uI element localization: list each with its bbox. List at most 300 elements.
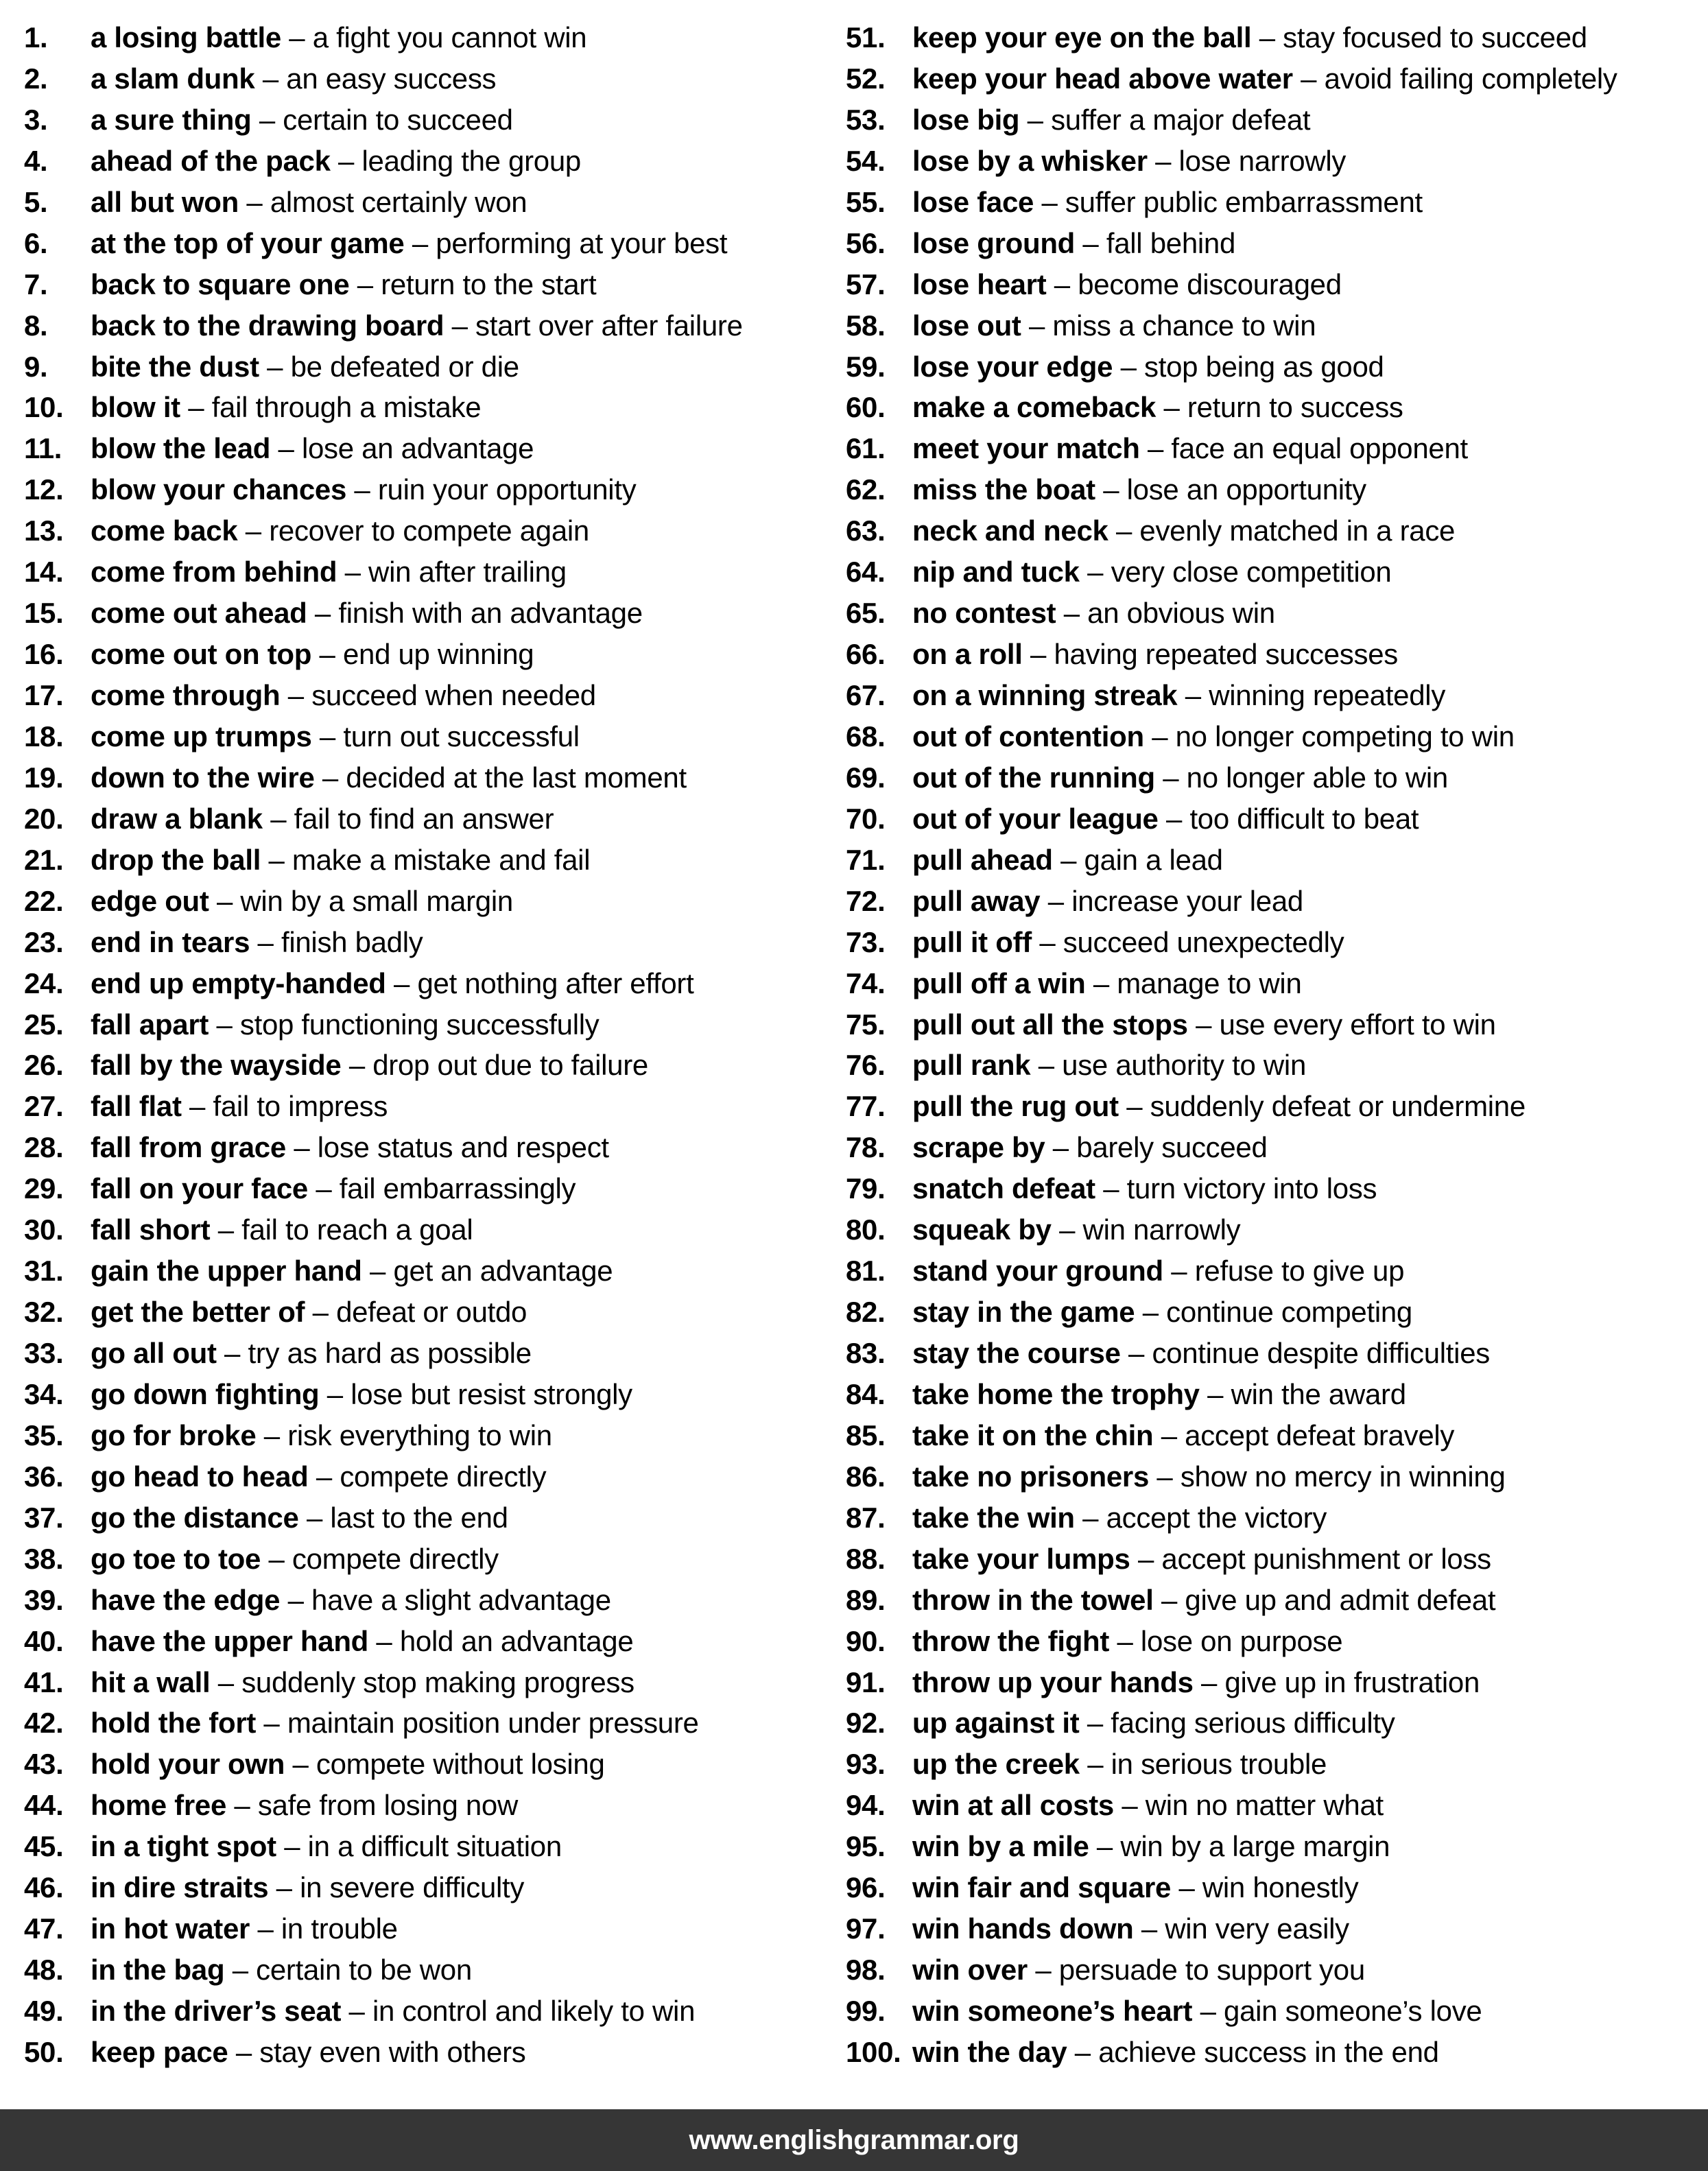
- separator-dash: –: [262, 62, 278, 95]
- idiom-term: end up empty-handed: [91, 966, 386, 999]
- item-number: 23.: [24, 925, 64, 958]
- item-number: 21.: [24, 843, 64, 876]
- item-number: 47.: [24, 1912, 64, 1945]
- idiom-list-item: [846, 1785, 1708, 1826]
- item-number: 87.: [846, 1501, 886, 1534]
- item-number: 45.: [24, 1830, 64, 1863]
- separator-dash: –: [1060, 843, 1077, 876]
- separator-dash: –: [1054, 268, 1070, 300]
- item-number: 22.: [24, 884, 64, 917]
- item-number: 100.: [846, 2035, 901, 2068]
- idiom-list-item: [846, 840, 1708, 881]
- idiom-term: lose your edge: [912, 350, 1113, 383]
- item-number: 8.: [24, 309, 48, 342]
- separator-dash: –: [348, 1995, 365, 2027]
- separator-dash: –: [1120, 350, 1137, 383]
- idiom-term: squeak by: [912, 1213, 1052, 1246]
- idiom-list-item: [24, 510, 833, 551]
- idiom-term: have the upper hand: [91, 1624, 369, 1657]
- idiom-term: win fair and square: [912, 1871, 1172, 1904]
- separator-dash: –: [1161, 1583, 1178, 1616]
- separator-dash: –: [1207, 1377, 1224, 1410]
- idiom-term: win someone’s heart: [912, 1995, 1193, 2027]
- idiom-definition: stop functioning successfully: [239, 1008, 600, 1041]
- item-number: 69.: [846, 761, 886, 794]
- idiom-term: lose big: [912, 103, 1020, 136]
- idiom-term: back to square one: [91, 268, 350, 300]
- idiom-term: win at all costs: [912, 1789, 1114, 1822]
- idiom-term: take the win: [912, 1501, 1075, 1534]
- separator-dash: –: [1039, 925, 1056, 958]
- idiom-term: fall on your face: [91, 1172, 308, 1205]
- separator-dash: –: [294, 1131, 310, 1164]
- idiom-term: blow it: [91, 391, 180, 424]
- idiom-definition: almost certainly won: [270, 185, 527, 218]
- item-number: 67.: [846, 679, 886, 711]
- idiom-term: back to the drawing board: [91, 309, 444, 342]
- item-number: 2.: [24, 62, 48, 95]
- idiom-list-item: [24, 99, 833, 141]
- idiom-definition: performing at your best: [436, 226, 728, 259]
- idiom-list-item: [846, 1826, 1708, 1867]
- idiom-list-item: [24, 798, 833, 840]
- idiom-term: in the driver’s seat: [91, 1995, 342, 2027]
- separator-dash: –: [1052, 1131, 1069, 1164]
- item-number: 91.: [846, 1665, 886, 1698]
- idiom-term: pull it off: [912, 925, 1032, 958]
- idiom-term: in dire straits: [91, 1871, 269, 1904]
- idiom-definition: in serious trouble: [1111, 1748, 1327, 1781]
- idiom-definition: an easy success: [286, 62, 497, 95]
- idiom-list-item: [846, 264, 1708, 305]
- idiom-list-item: [846, 593, 1708, 634]
- idiom-term: a slam dunk: [91, 62, 255, 95]
- idiom-definition: refuse to give up: [1194, 1255, 1405, 1288]
- idiom-term: come from behind: [91, 556, 337, 589]
- idiom-term: no contest: [912, 597, 1056, 630]
- item-number: 96.: [846, 1871, 886, 1904]
- separator-dash: –: [268, 843, 285, 876]
- item-number: 82.: [846, 1296, 886, 1329]
- idiom-definition: evenly matched in a race: [1139, 514, 1456, 547]
- separator-dash: –: [1141, 1912, 1157, 1945]
- idiom-list-item: [846, 2032, 1708, 2073]
- idiom-term: down to the wire: [91, 761, 315, 794]
- separator-dash: –: [1117, 1624, 1133, 1657]
- separator-dash: –: [314, 597, 331, 630]
- separator-dash: –: [316, 1172, 332, 1205]
- item-number: 89.: [846, 1583, 886, 1616]
- idiom-list-item: [24, 1497, 833, 1539]
- idiom-definition: in control and likely to win: [372, 1995, 696, 2027]
- idiom-definition: lose an advantage: [301, 432, 534, 465]
- separator-dash: –: [322, 761, 338, 794]
- idiom-definition: lose but resist strongly: [351, 1377, 632, 1410]
- idiom-list-item: [24, 716, 833, 757]
- idiom-definition: miss a chance to win: [1052, 309, 1316, 342]
- idiom-term: pull the rug out: [912, 1090, 1119, 1123]
- item-number: 52.: [846, 62, 886, 95]
- separator-dash: –: [338, 144, 355, 177]
- item-number: 18.: [24, 720, 64, 752]
- idiom-term: take home the trophy: [912, 1377, 1200, 1410]
- idiom-list-item: [846, 346, 1708, 388]
- separator-dash: –: [1059, 1213, 1076, 1246]
- idiom-list-item: [24, 1456, 833, 1497]
- idiom-definition: turn out successful: [343, 720, 580, 752]
- separator-dash: –: [1103, 473, 1119, 506]
- item-number: 79.: [846, 1172, 886, 1205]
- idiom-definition: winning repeatedly: [1209, 679, 1446, 711]
- idiom-term: make a comeback: [912, 391, 1157, 424]
- idiom-term: bite the dust: [91, 350, 259, 383]
- separator-dash: –: [289, 21, 305, 54]
- item-number: 71.: [846, 843, 886, 876]
- idiom-list-item: [846, 922, 1708, 963]
- separator-dash: –: [1087, 556, 1104, 589]
- item-number: 11.: [24, 432, 62, 465]
- item-number: 26.: [24, 1049, 64, 1082]
- item-number: 72.: [846, 884, 886, 917]
- idiom-term: up the creek: [912, 1748, 1080, 1781]
- idiom-term: fall from grace: [91, 1131, 286, 1164]
- idiom-list-item: [846, 963, 1708, 1004]
- idiom-definition: gain someone’s love: [1224, 1995, 1482, 2027]
- separator-dash: –: [257, 1912, 274, 1945]
- idiom-term: lose by a whisker: [912, 144, 1148, 177]
- item-number: 28.: [24, 1131, 64, 1164]
- item-number: 48.: [24, 1954, 64, 1986]
- idiom-list-item: [24, 1086, 833, 1127]
- item-number: 36.: [24, 1460, 64, 1493]
- separator-dash: –: [1030, 638, 1047, 671]
- idiom-definition: finish badly: [281, 925, 423, 958]
- idiom-term: go the distance: [91, 1501, 299, 1534]
- idiom-term: all but won: [91, 185, 239, 218]
- separator-dash: –: [257, 925, 274, 958]
- idiom-term: have the edge: [91, 1583, 281, 1616]
- idiom-definition: avoid failing completely: [1324, 62, 1617, 95]
- idiom-list-item: [24, 2032, 833, 2073]
- item-number: 49.: [24, 1995, 64, 2027]
- idiom-list-item: [24, 1744, 833, 1785]
- separator-dash: –: [1196, 1008, 1212, 1041]
- separator-dash: –: [394, 966, 410, 999]
- idiom-definition: leading the group: [361, 144, 581, 177]
- idiom-list-item: [846, 1086, 1708, 1127]
- item-number: 42.: [24, 1707, 64, 1740]
- idiom-definition: turn victory into loss: [1126, 1172, 1377, 1205]
- idiom-definition: continue competing: [1166, 1296, 1412, 1329]
- separator-dash: –: [292, 1748, 309, 1781]
- item-number: 98.: [846, 1954, 886, 1986]
- idiom-term: blow the lead: [91, 432, 271, 465]
- separator-dash: –: [1087, 1748, 1104, 1781]
- idiom-term: on a winning streak: [912, 679, 1178, 711]
- item-number: 29.: [24, 1172, 64, 1205]
- item-number: 37.: [24, 1501, 64, 1534]
- idiom-definition: certain to be won: [256, 1954, 472, 1986]
- idiom-definition: fall behind: [1106, 226, 1236, 259]
- idiom-list-item: [24, 1580, 833, 1621]
- idiom-list-item: [24, 387, 833, 428]
- idiom-list-item: [24, 58, 833, 99]
- item-number: 77.: [846, 1090, 886, 1123]
- item-number: 43.: [24, 1748, 64, 1781]
- idiom-term: come through: [91, 679, 281, 711]
- separator-dash: –: [412, 226, 428, 259]
- item-number: 13.: [24, 514, 64, 547]
- idiom-term: keep your head above water: [912, 62, 1293, 95]
- idiom-term: out of the running: [912, 761, 1155, 794]
- idiom-list-item: [24, 675, 833, 716]
- idiom-definition: drop out due to failure: [372, 1049, 648, 1082]
- idiom-list-item: [846, 1004, 1708, 1045]
- idiom-term: lose ground: [912, 226, 1076, 259]
- idiom-term: ahead of the pack: [91, 144, 331, 177]
- idiom-list-item: [846, 716, 1708, 757]
- idiom-term: at the top of your game: [91, 226, 405, 259]
- idiom-term: stand your ground: [912, 1255, 1163, 1288]
- idiom-term: go toe to toe: [91, 1542, 261, 1575]
- idiom-definition: in severe difficulty: [300, 1871, 525, 1904]
- separator-dash: –: [1163, 761, 1179, 794]
- idiom-definition: very close competition: [1111, 556, 1392, 589]
- idiom-term: hold the fort: [91, 1707, 257, 1740]
- item-number: 60.: [846, 391, 886, 424]
- idiom-list-item: [846, 1621, 1708, 1662]
- separator-dash: –: [1027, 103, 1043, 136]
- separator-dash: –: [319, 720, 335, 752]
- item-number: 39.: [24, 1583, 64, 1616]
- idiom-list-item: [24, 1949, 833, 1991]
- item-number: 74.: [846, 966, 886, 999]
- separator-dash: –: [1147, 432, 1164, 465]
- idiom-definition: become discouraged: [1078, 268, 1342, 300]
- idiom-definition: manage to win: [1117, 966, 1302, 999]
- idiom-term: come out on top: [91, 638, 312, 671]
- item-number: 99.: [846, 1995, 886, 2027]
- idiom-term: lose heart: [912, 268, 1047, 300]
- idiom-term: pull out all the stops: [912, 1008, 1188, 1041]
- idiom-term: drop the ball: [91, 843, 261, 876]
- separator-dash: –: [263, 1419, 280, 1451]
- idiom-list-item: [846, 1908, 1708, 1949]
- idiom-definition: too difficult to beat: [1189, 802, 1419, 835]
- idiom-term: in the bag: [91, 1954, 225, 1986]
- item-number: 51.: [846, 21, 886, 54]
- idiom-definition: succeed unexpectedly: [1063, 925, 1344, 958]
- item-number: 63.: [846, 514, 886, 547]
- item-number: 6.: [24, 226, 48, 259]
- idiom-term: out of your league: [912, 802, 1159, 835]
- item-number: 76.: [846, 1049, 886, 1082]
- idiom-definition: give up and admit defeat: [1185, 1583, 1496, 1616]
- idiom-term: take your lumps: [912, 1542, 1130, 1575]
- item-number: 38.: [24, 1542, 64, 1575]
- item-number: 70.: [846, 802, 886, 835]
- item-number: 83.: [846, 1337, 886, 1369]
- item-number: 80.: [846, 1213, 886, 1246]
- idiom-definition: suddenly stop making progress: [241, 1665, 634, 1698]
- idiom-list-item: [24, 1662, 833, 1703]
- idiom-definition: win honestly: [1202, 1871, 1359, 1904]
- separator-dash: –: [234, 1789, 250, 1822]
- idiom-list-item: [24, 1415, 833, 1456]
- idiom-term: up against it: [912, 1707, 1080, 1740]
- footer-url[interactable]: www.englishgrammar.org: [689, 2124, 1019, 2155]
- item-number: 93.: [846, 1748, 886, 1781]
- idiom-list-item: [24, 1867, 833, 1908]
- item-number: 46.: [24, 1871, 64, 1904]
- idiom-list-item: [24, 469, 833, 510]
- item-number: 92.: [846, 1707, 886, 1740]
- idiom-term: hit a wall: [91, 1665, 211, 1698]
- idiom-term: a sure thing: [91, 103, 252, 136]
- idiom-definition: show no mercy in winning: [1180, 1460, 1506, 1493]
- idiom-term: fall flat: [91, 1090, 182, 1123]
- idiom-definition: maintain position under pressure: [287, 1707, 699, 1740]
- idiom-list-item: [846, 1539, 1708, 1580]
- idiom-list-item: [24, 1209, 833, 1250]
- idiom-list-item: [846, 798, 1708, 840]
- item-number: 78.: [846, 1131, 886, 1164]
- separator-dash: –: [1201, 1665, 1218, 1698]
- idiom-definition: risk everything to win: [287, 1419, 552, 1451]
- separator-dash: –: [1161, 1419, 1177, 1451]
- item-number: 61.: [846, 432, 886, 465]
- idiom-definition: achieve success in the end: [1098, 2035, 1439, 2068]
- idiom-list-item: [846, 1209, 1708, 1250]
- item-number: 53.: [846, 103, 886, 136]
- item-number: 57.: [846, 268, 886, 300]
- idiom-term: win hands down: [912, 1912, 1134, 1945]
- idiom-term: go for broke: [91, 1419, 257, 1451]
- idiom-definition: win by a small margin: [240, 884, 513, 917]
- idiom-list-item: [846, 1991, 1708, 2032]
- idiom-list-item: [24, 593, 833, 634]
- item-number: 5.: [24, 185, 48, 218]
- separator-dash: –: [1185, 679, 1201, 711]
- separator-dash: –: [1126, 1090, 1143, 1123]
- item-number: 58.: [846, 309, 886, 342]
- idiom-definition: compete directly: [292, 1542, 499, 1575]
- idiom-list-item: [24, 1333, 833, 1374]
- separator-dash: –: [316, 1460, 332, 1493]
- item-number: 24.: [24, 966, 64, 999]
- separator-dash: –: [217, 1665, 234, 1698]
- idiom-term: scrape by: [912, 1131, 1045, 1164]
- idiom-term: miss the boat: [912, 473, 1095, 506]
- idiom-definition: continue despite difficulties: [1152, 1337, 1490, 1369]
- idiom-definition: defeat or outdo: [336, 1296, 527, 1329]
- idiom-list-item: [846, 99, 1708, 141]
- item-number: 66.: [846, 638, 886, 671]
- idiom-definition: win no matter what: [1145, 1789, 1384, 1822]
- idiom-definition: in a difficult situation: [307, 1830, 562, 1863]
- separator-dash: –: [376, 1624, 392, 1657]
- idiom-list-item: [24, 963, 833, 1004]
- idiom-list-item: [846, 675, 1708, 716]
- separator-dash: –: [188, 391, 204, 424]
- idiom-term: fall short: [91, 1213, 211, 1246]
- idiom-definition: win by a large margin: [1120, 1830, 1390, 1863]
- separator-dash: –: [1171, 1255, 1187, 1288]
- separator-dash: –: [357, 268, 373, 300]
- idiom-list-item: [846, 1497, 1708, 1539]
- idiom-list-item: [24, 1004, 833, 1045]
- separator-dash: –: [451, 309, 468, 342]
- idiom-list-item: [24, 17, 833, 58]
- separator-dash: –: [1082, 1501, 1099, 1534]
- idiom-definition: no longer able to win: [1186, 761, 1448, 794]
- separator-dash: –: [344, 556, 361, 589]
- item-number: 41.: [24, 1665, 64, 1698]
- item-number: 15.: [24, 597, 64, 630]
- footer-bar: [0, 2109, 1708, 2171]
- idiom-list-item: [24, 346, 833, 388]
- idiom-list-item: [24, 1292, 833, 1333]
- idiom-list-item: [846, 634, 1708, 675]
- idiom-definition: last to the end: [330, 1501, 508, 1534]
- item-number: 62.: [846, 473, 886, 506]
- idiom-definition: get an advantage: [393, 1255, 613, 1288]
- item-number: 16.: [24, 638, 64, 671]
- idiom-list-item: [846, 305, 1708, 346]
- idiom-definition: end up winning: [342, 638, 534, 671]
- idiom-term: pull ahead: [912, 843, 1053, 876]
- separator-dash: –: [287, 679, 304, 711]
- idiom-list-item: [24, 1908, 833, 1949]
- idiom-list-item: [24, 1621, 833, 1662]
- idiom-list-item: [846, 1292, 1708, 1333]
- separator-dash: –: [232, 1954, 248, 1986]
- separator-dash: –: [217, 1213, 234, 1246]
- idiom-definition: give up in frustration: [1224, 1665, 1480, 1698]
- idiom-definition: fail to find an answer: [294, 802, 554, 835]
- idiom-definition: decided at the last moment: [346, 761, 687, 794]
- separator-dash: –: [1259, 21, 1275, 54]
- idiom-definition: facing serious difficulty: [1111, 1707, 1395, 1740]
- idiom-list-item: [846, 510, 1708, 551]
- separator-dash: –: [1178, 1871, 1195, 1904]
- idiom-list-item: [24, 1991, 833, 2032]
- idiom-list-item: [846, 881, 1708, 922]
- idiom-list-item: [24, 305, 833, 346]
- idiom-definition: finish with an advantage: [338, 597, 643, 630]
- idiom-list-item: [24, 1250, 833, 1292]
- item-number: 68.: [846, 720, 886, 752]
- idiom-list-item: [846, 469, 1708, 510]
- idiom-definition: no longer competing to win: [1175, 720, 1515, 752]
- idiom-term: lose face: [912, 185, 1034, 218]
- item-number: 9.: [24, 350, 48, 383]
- idiom-definition: win after trailing: [368, 556, 567, 589]
- item-number: 64.: [846, 556, 886, 589]
- separator-dash: –: [270, 802, 287, 835]
- idiom-term: fall apart: [91, 1008, 209, 1041]
- separator-dash: –: [1103, 1172, 1119, 1205]
- separator-dash: –: [1137, 1542, 1154, 1575]
- idiom-list-item: [846, 1415, 1708, 1456]
- separator-dash: –: [287, 1583, 304, 1616]
- idiom-term: in hot water: [91, 1912, 250, 1945]
- item-number: 90.: [846, 1624, 886, 1657]
- idiom-list-item: [846, 58, 1708, 99]
- idiom-definition: lose on purpose: [1140, 1624, 1343, 1657]
- idiom-list-item: [846, 1580, 1708, 1621]
- separator-dash: –: [1155, 144, 1172, 177]
